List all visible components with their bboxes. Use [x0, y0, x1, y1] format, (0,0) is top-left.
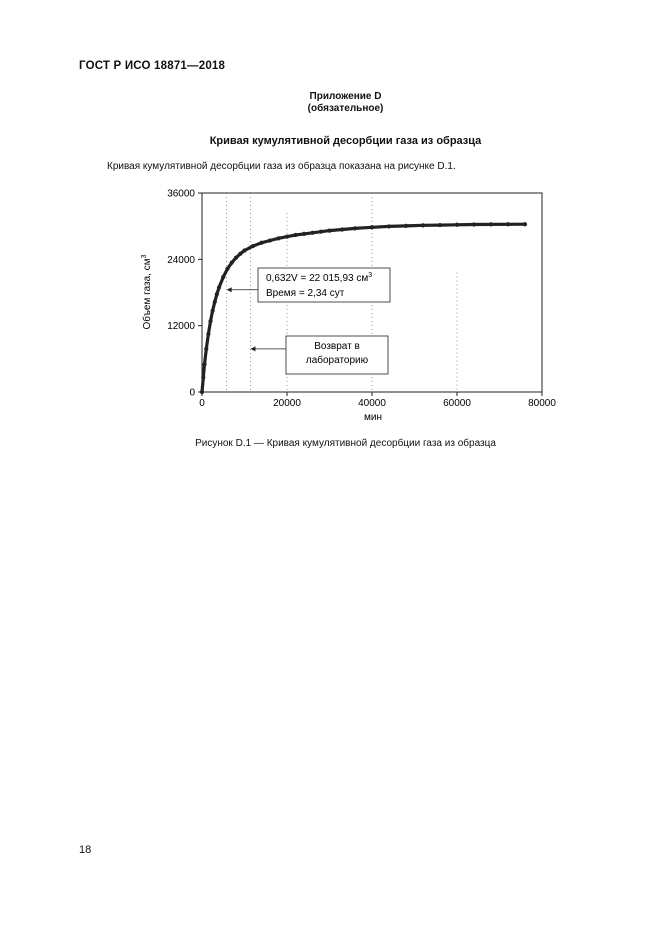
- data-point-22: [302, 232, 306, 236]
- data-point-20: [285, 235, 289, 239]
- document-header: ГОСТ Р ИСО 18871—2018: [79, 60, 226, 72]
- data-point-30: [404, 224, 408, 228]
- y-axis-label: [141, 254, 153, 329]
- data-point-3: [204, 347, 208, 351]
- y-tick-label-0: 0: [189, 387, 195, 399]
- data-point-25: [327, 228, 331, 232]
- data-point-24: [319, 230, 323, 234]
- x-tick-label-3: 60000: [443, 398, 471, 409]
- x-tick-label-1: 20000: [273, 398, 301, 409]
- data-point-19: [276, 236, 280, 240]
- x-tick-label-0: 0: [199, 398, 205, 409]
- appendix-heading: [0, 91, 661, 115]
- data-point-7: [213, 300, 217, 304]
- data-point-8: [215, 292, 219, 296]
- annotation-line1-sup-0: 3: [368, 272, 373, 279]
- x-axis-label: мин: [364, 412, 382, 423]
- data-point-15: [242, 248, 246, 252]
- data-point-2: [202, 362, 206, 366]
- data-point-23: [310, 231, 314, 235]
- appendix-title: Приложение D: [309, 91, 382, 102]
- data-point-26: [340, 227, 344, 231]
- data-point-17: [259, 241, 263, 245]
- data-point-36: [506, 222, 510, 226]
- desorption-chart: [120, 180, 580, 430]
- data-point-10: [221, 275, 225, 279]
- data-point-34: [472, 222, 476, 226]
- page-number: 18: [79, 844, 92, 856]
- y-tick-label-3: 36000: [167, 188, 195, 200]
- data-point-4: [206, 332, 210, 336]
- annotation-line1-text-0: 0,632V = 22 015,93 см: [266, 273, 369, 284]
- data-point-12: [230, 261, 234, 265]
- data-point-5: [208, 319, 212, 323]
- annotation-line2-0: Время = 2,34 сут: [266, 288, 345, 299]
- y-tick-label-1: 12000: [167, 321, 195, 333]
- figure-caption: Рисунок D.1 — Кривая кумулятивной десорбции газа из образца: [195, 438, 496, 449]
- section-title: Кривая кумулятивной десорбции газа из образца: [209, 135, 482, 147]
- data-point-32: [438, 223, 442, 227]
- data-point-0: [200, 390, 204, 394]
- x-tick-label-2: 40000: [358, 398, 386, 409]
- annotation-line1-1: [314, 341, 360, 352]
- data-point-14: [238, 252, 242, 256]
- annotation-line2-1: лабораторию: [305, 355, 369, 366]
- data-point-1: [201, 376, 205, 380]
- annotation-arrowhead-0: [227, 287, 232, 292]
- annotation-arrowhead-1: [250, 346, 255, 351]
- annotation-line1-text-1: Возврат в: [314, 341, 360, 352]
- data-point-18: [268, 238, 272, 242]
- y-tick-label-2: 24000: [167, 254, 195, 266]
- data-point-16: [251, 244, 255, 248]
- appendix-status: (обязательное): [307, 103, 384, 114]
- data-point-29: [387, 224, 391, 228]
- chart-svg: [120, 180, 580, 430]
- data-point-28: [370, 225, 374, 229]
- data-point-21: [293, 233, 297, 237]
- data-point-9: [217, 285, 221, 289]
- data-point-6: [211, 309, 215, 313]
- data-point-27: [353, 226, 357, 230]
- y-axis-label-text: Объем газа, см: [142, 258, 153, 330]
- data-point-33: [455, 223, 459, 227]
- y-axis-label-sup: 3: [141, 254, 148, 259]
- intro-text: Кривая кумулятивной десорбции газа из образца показана на рисунке D.1.: [107, 161, 456, 172]
- annotations: [227, 268, 390, 374]
- data-point-13: [234, 256, 238, 260]
- data-point-11: [225, 267, 229, 271]
- data-point-31: [421, 223, 425, 227]
- data-point-35: [489, 222, 493, 226]
- x-tick-label-4: 80000: [528, 398, 556, 409]
- annotation-line1-0: [266, 272, 372, 284]
- data-point-37: [523, 222, 527, 226]
